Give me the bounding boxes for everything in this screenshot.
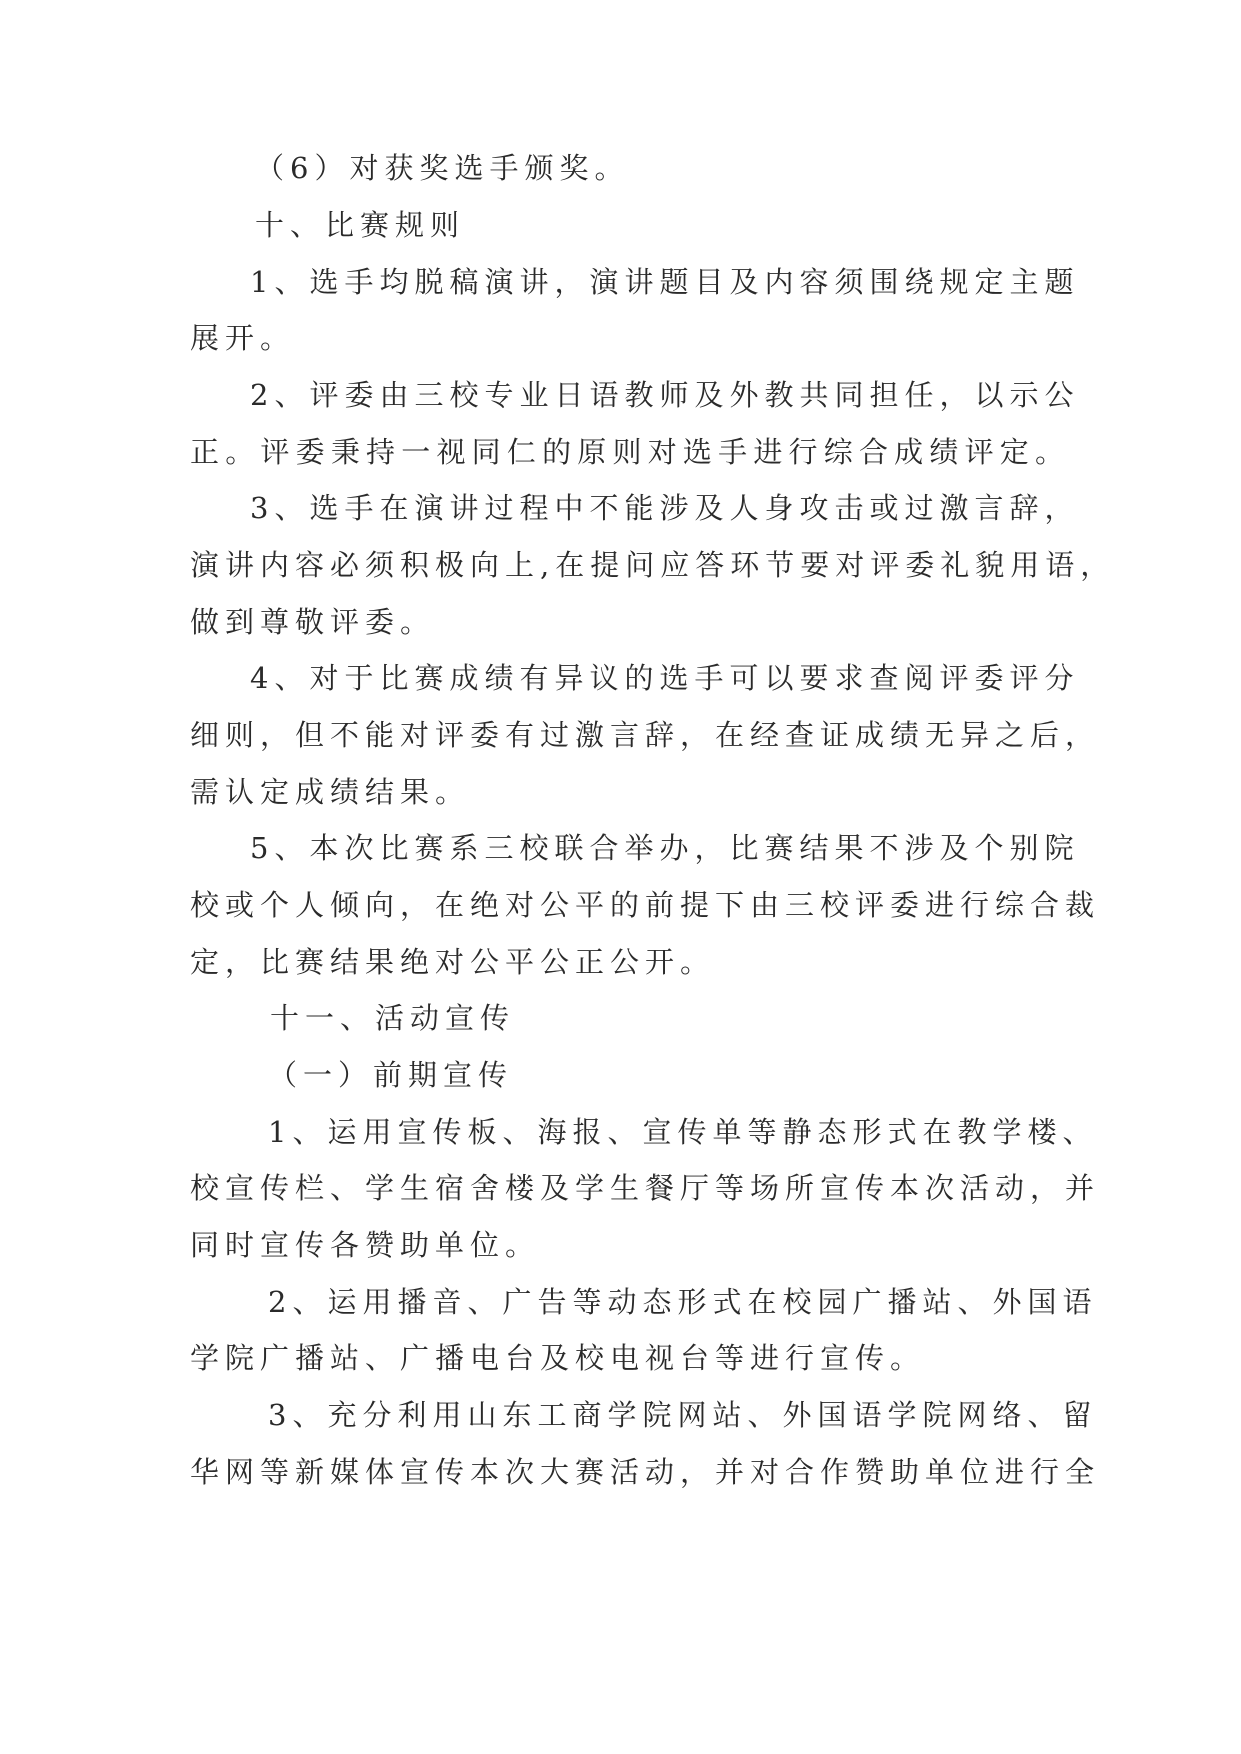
text-line-rule-4c: 需认定成绩结果。 [190,775,471,809]
section-heading-rules: 十、比赛规则 [255,208,466,242]
text-line-publicity-2a: 2、运用播音、广告等动态形式在校园广播站、外国语 [268,1285,1098,1319]
text-line-rule-2a: 2、评委由三校专业日语教师及外教共同担任，以示公 [250,378,1080,412]
text-line-rule-4a: 4、对于比赛成绩有异议的选手可以要求查阅评委评分 [250,661,1080,695]
text-line-award: （6）对获奖选手颁奖。 [255,151,630,185]
text-line-rule-5a: 5、本次比赛系三校联合举办，比赛结果不涉及个别院 [250,831,1080,865]
text-line-rule-4b: 细则，但不能对评委有过激言辞，在经查证成绩无异之后， [190,718,1101,752]
text-line-rule-5b: 校或个人倾向，在绝对公平的前提下由三校评委进行综合裁 [190,888,1101,922]
text-line-rule-3a: 3、选手在演讲过程中不能涉及人身攻击或过激言辞， [250,491,1080,525]
text-line-rule-3c: 做到尊敬评委。 [190,605,436,639]
text-line-rule-3b: 演讲内容必须积极向上,在提问应答环节要对评委礼貌用语， [190,548,1116,582]
text-line-publicity-2b: 学院广播站、广播电台及校电视台等进行宣传。 [190,1341,926,1375]
text-line-publicity-1b: 校宣传栏、学生宿舍楼及学生餐厅等场所宣传本次活动，并 [190,1171,1101,1205]
text-line-publicity-3a: 3、充分利用山东工商学院网站、外国语学院网络、留 [268,1398,1098,1432]
section-heading-publicity: 十一、活动宣传 [270,1001,516,1035]
subsection-heading-early-publicity: （一）前期宣传 [268,1058,514,1092]
text-line-publicity-1c: 同时宣传各赞助单位。 [190,1228,541,1262]
text-line-rule-5c: 定，比赛结果绝对公平公正公开。 [190,945,716,979]
text-line-publicity-1a: 1、运用宣传板、海报、宣传单等静态形式在教学楼、 [268,1115,1098,1149]
text-line-publicity-3b: 华网等新媒体宣传本次大赛活动，并对合作赞助单位进行全 [190,1455,1101,1489]
text-line-rule-1b: 展开。 [190,321,296,355]
text-line-rule-2b: 正。评委秉持一视同仁的原则对选手进行综合成绩评定。 [190,435,1070,469]
text-line-rule-1a: 1、选手均脱稿演讲，演讲题目及内容须围绕规定主题 [250,265,1080,299]
